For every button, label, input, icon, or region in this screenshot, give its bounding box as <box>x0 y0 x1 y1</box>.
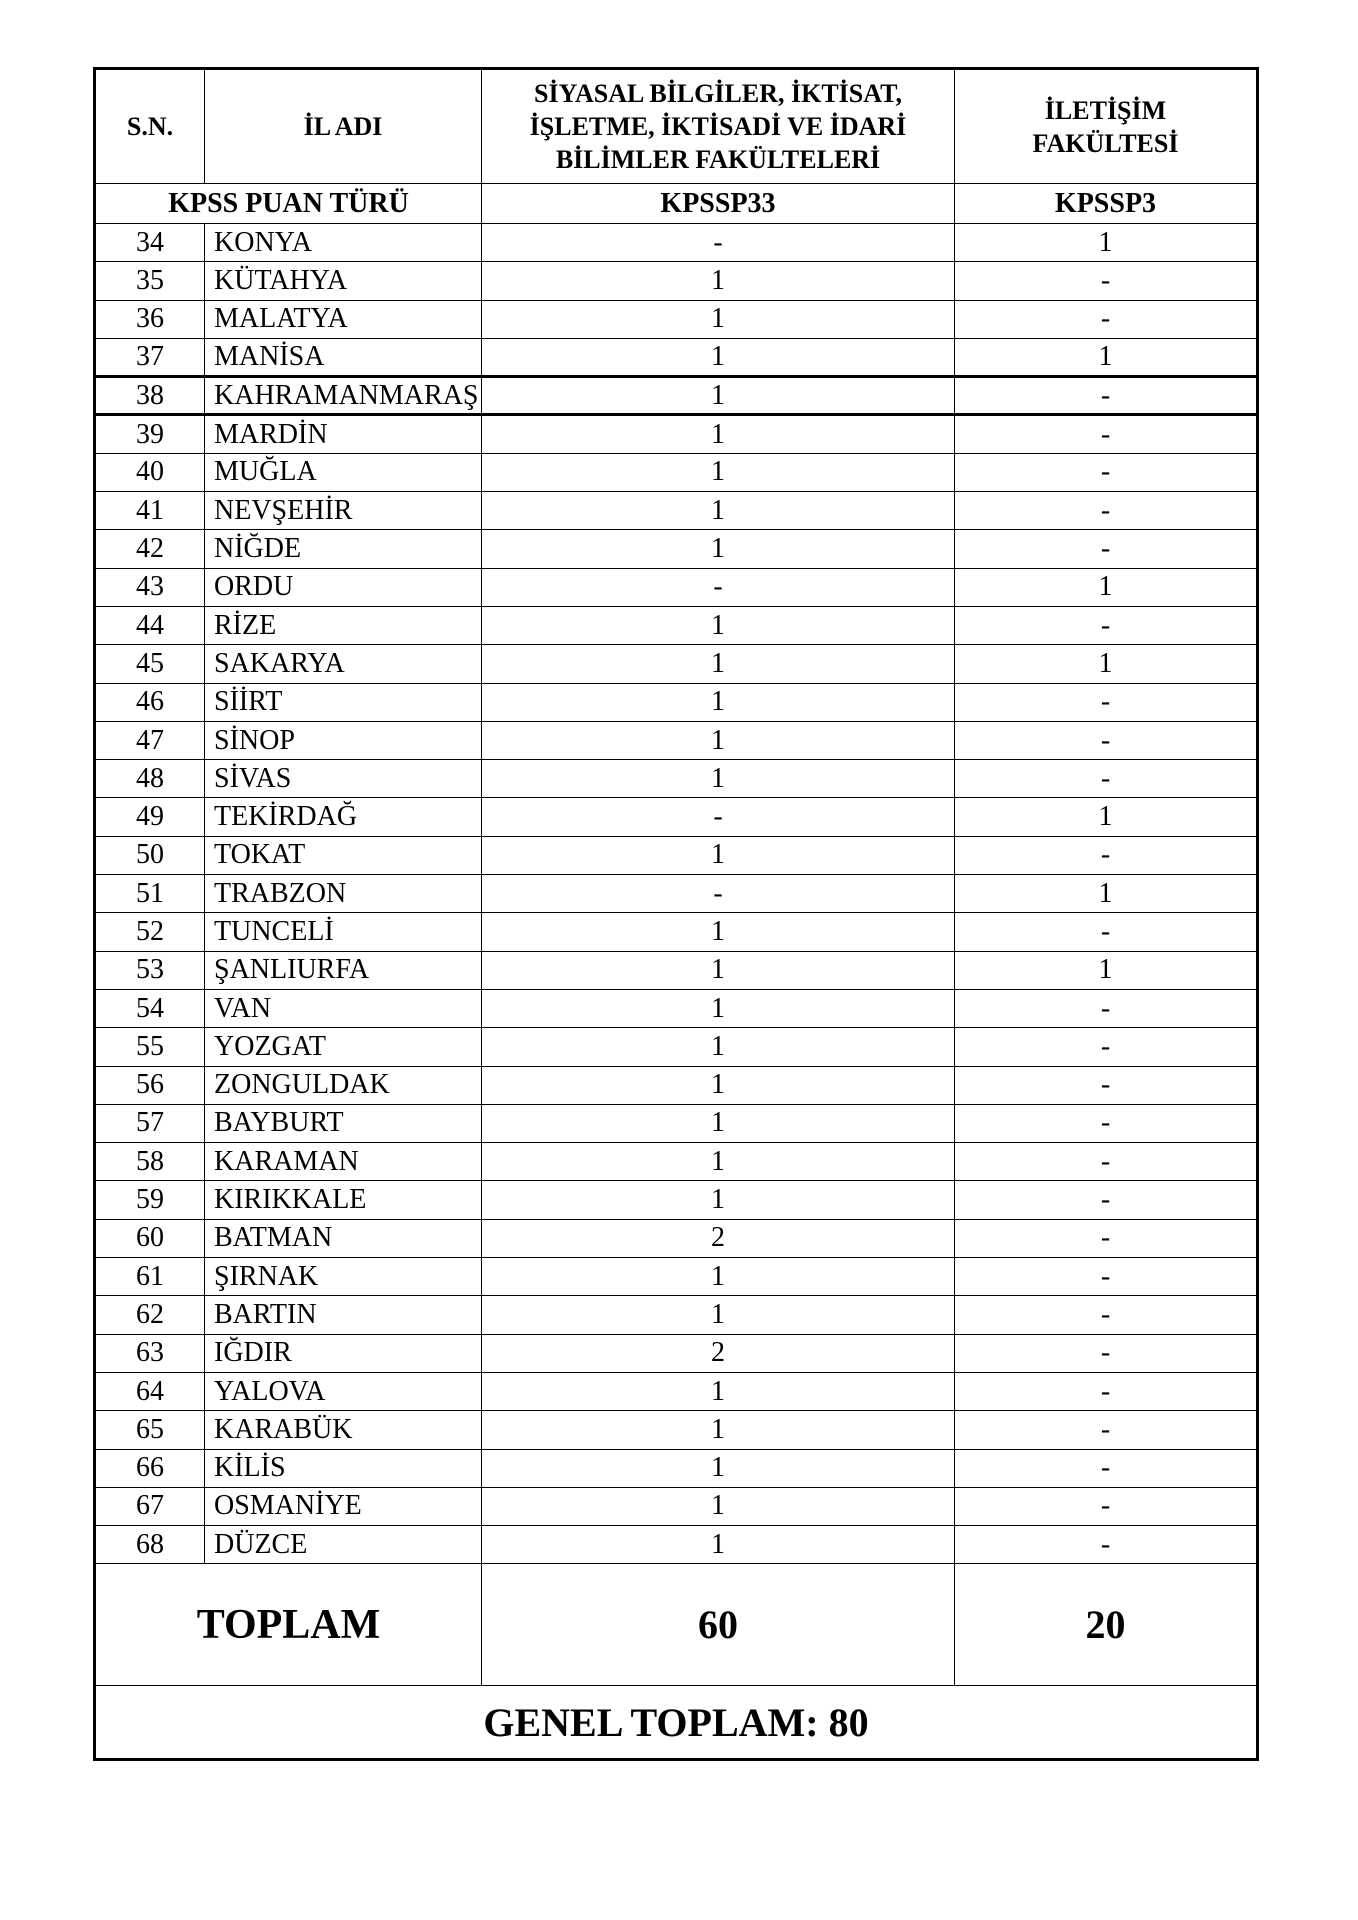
sn-cell: 50 <box>95 836 205 874</box>
kpssp3-value-cell: - <box>955 1296 1258 1334</box>
table-row <box>95 760 1258 798</box>
sn-cell: 42 <box>95 530 205 568</box>
sn-cell: 41 <box>95 492 205 530</box>
il-cell: TUNCELİ <box>205 913 482 951</box>
kpssp33-value-cell: 1 <box>482 913 955 951</box>
kpssp3-cell: KPSSP3 <box>955 184 1258 224</box>
il-cell: TEKİRDAĞ <box>205 798 482 836</box>
kpssp33-value-cell: 1 <box>482 300 955 338</box>
kpssp33-value-cell: 1 <box>482 1181 955 1219</box>
sn-cell: 44 <box>95 606 205 644</box>
kpss-puan-turu-cell: KPSS PUAN TÜRÜ <box>95 184 482 224</box>
sn-cell: 58 <box>95 1143 205 1181</box>
toplam-kpssp33-cell: 60 <box>482 1564 955 1686</box>
kpssp33-value-cell: 1 <box>482 1411 955 1449</box>
kpssp3-value-cell: - <box>955 989 1258 1027</box>
kpssp33-value-cell: 1 <box>482 1028 955 1066</box>
kpssp33-value-cell: 1 <box>482 683 955 721</box>
kpssp33-value-cell: 1 <box>482 951 955 989</box>
il-cell: KIRIKKALE <box>205 1181 482 1219</box>
table-row <box>95 1449 1258 1487</box>
il-cell: YOZGAT <box>205 1028 482 1066</box>
table-row <box>95 645 1258 683</box>
sn-cell: 40 <box>95 453 205 491</box>
table-row <box>95 530 1258 568</box>
kpssp33-value-cell: 1 <box>482 1526 955 1564</box>
kpssp3-value-cell: - <box>955 1411 1258 1449</box>
kpssp3-value-cell: 1 <box>955 645 1258 683</box>
il-cell: SİİRT <box>205 683 482 721</box>
kpssp3-value-cell: 1 <box>955 224 1258 262</box>
kpssp33-value-cell: 1 <box>482 453 955 491</box>
table-row <box>95 1296 1258 1334</box>
table-row <box>95 683 1258 721</box>
kpssp33-value-cell: 1 <box>482 1258 955 1296</box>
table-row <box>95 300 1258 338</box>
kpssp3-value-cell: - <box>955 1219 1258 1257</box>
il-cell: NİĞDE <box>205 530 482 568</box>
sn-cell: 67 <box>95 1487 205 1525</box>
il-cell: KONYA <box>205 224 482 262</box>
table-row <box>95 1066 1258 1104</box>
kpssp3-value-cell: - <box>955 1028 1258 1066</box>
total-row <box>95 1564 1258 1686</box>
il-cell: DÜZCE <box>205 1526 482 1564</box>
kpssp33-value-cell: 1 <box>482 760 955 798</box>
il-cell: KÜTAHYA <box>205 262 482 300</box>
kpssp33-value-cell: - <box>482 224 955 262</box>
table-row <box>95 1334 1258 1372</box>
kpssp3-value-cell: - <box>955 1258 1258 1296</box>
table-row <box>95 1258 1258 1296</box>
kpssp33-value-cell: - <box>482 798 955 836</box>
kpssp3-value-cell: - <box>955 760 1258 798</box>
table-row <box>95 415 1258 453</box>
header-faculty-group: SİYASAL BİLGİLER, İKTİSAT, İŞLETME, İKTİSADİ VE İDARİ BİLİMLER FAKÜLTELERİ <box>482 69 955 184</box>
sn-cell: 36 <box>95 300 205 338</box>
table-row <box>95 1487 1258 1525</box>
table-row <box>95 262 1258 300</box>
sn-cell: 35 <box>95 262 205 300</box>
il-cell: VAN <box>205 989 482 1027</box>
il-cell: TOKAT <box>205 836 482 874</box>
il-cell: SAKARYA <box>205 645 482 683</box>
kpssp33-value-cell: 1 <box>482 645 955 683</box>
kpssp3-value-cell: 1 <box>955 798 1258 836</box>
il-cell: BATMAN <box>205 1219 482 1257</box>
kpssp3-value-cell: - <box>955 913 1258 951</box>
kpssp33-value-cell: 1 <box>482 338 955 376</box>
kpssp33-value-cell: 1 <box>482 377 955 415</box>
table-row <box>95 989 1258 1027</box>
kpssp3-value-cell: - <box>955 836 1258 874</box>
table-row <box>95 224 1258 262</box>
il-cell: IĞDIR <box>205 1334 482 1372</box>
sn-cell: 56 <box>95 1066 205 1104</box>
kpssp33-value-cell: - <box>482 875 955 913</box>
kpssp3-value-cell: - <box>955 415 1258 453</box>
kpssp33-value-cell: 2 <box>482 1334 955 1372</box>
genel-toplam-cell: GENEL TOPLAM: 80 <box>95 1686 1258 1760</box>
kpssp3-value-cell: - <box>955 262 1258 300</box>
table-row <box>95 1104 1258 1142</box>
il-cell: MARDİN <box>205 415 482 453</box>
il-cell: YALOVA <box>205 1372 482 1410</box>
kpssp3-value-cell: 1 <box>955 875 1258 913</box>
il-cell: SİNOP <box>205 721 482 759</box>
table-row <box>95 836 1258 874</box>
kpssp3-value-cell: - <box>955 1066 1258 1104</box>
sn-cell: 43 <box>95 568 205 606</box>
il-cell: KAHRAMANMARAŞ <box>205 377 482 415</box>
kpssp33-value-cell: 1 <box>482 1066 955 1104</box>
il-cell: MUĞLA <box>205 453 482 491</box>
il-cell: KARAMAN <box>205 1143 482 1181</box>
sn-cell: 53 <box>95 951 205 989</box>
table-row <box>95 1028 1258 1066</box>
sn-cell: 39 <box>95 415 205 453</box>
kpssp33-value-cell: 1 <box>482 415 955 453</box>
kpssp33-value-cell: 1 <box>482 262 955 300</box>
sn-cell: 52 <box>95 913 205 951</box>
kpssp3-value-cell: - <box>955 530 1258 568</box>
kpssp3-value-cell: - <box>955 492 1258 530</box>
sn-cell: 66 <box>95 1449 205 1487</box>
sn-cell: 51 <box>95 875 205 913</box>
table-row <box>95 1143 1258 1181</box>
kpssp3-value-cell: - <box>955 453 1258 491</box>
sn-cell: 45 <box>95 645 205 683</box>
il-cell: BARTIN <box>205 1296 482 1334</box>
sn-cell: 49 <box>95 798 205 836</box>
grand-total-row <box>95 1686 1258 1760</box>
sn-cell: 68 <box>95 1526 205 1564</box>
kpssp33-value-cell: 1 <box>482 1449 955 1487</box>
table-row <box>95 1372 1258 1410</box>
score-type-row <box>95 184 1258 224</box>
kpssp3-value-cell: - <box>955 606 1258 644</box>
il-cell: ORDU <box>205 568 482 606</box>
kpssp33-value-cell: 1 <box>482 1143 955 1181</box>
il-cell: MANİSA <box>205 338 482 376</box>
kpssp33-value-cell: 1 <box>482 1104 955 1142</box>
table-row <box>95 377 1258 415</box>
kpssp3-value-cell: - <box>955 1181 1258 1219</box>
sn-cell: 62 <box>95 1296 205 1334</box>
table-row <box>95 338 1258 376</box>
toplam-label-cell: TOPLAM <box>95 1564 482 1686</box>
kpssp3-value-cell: - <box>955 377 1258 415</box>
header-sn: S.N. <box>95 69 205 184</box>
table-row <box>95 1181 1258 1219</box>
sn-cell: 64 <box>95 1372 205 1410</box>
table-row <box>95 453 1258 491</box>
kpssp33-value-cell: 1 <box>482 530 955 568</box>
sn-cell: 59 <box>95 1181 205 1219</box>
kpssp3-value-cell: - <box>955 1104 1258 1142</box>
sn-cell: 37 <box>95 338 205 376</box>
kpssp3-value-cell: 1 <box>955 951 1258 989</box>
kpssp33-value-cell: 1 <box>482 606 955 644</box>
sn-cell: 61 <box>95 1258 205 1296</box>
kpssp3-value-cell: - <box>955 1449 1258 1487</box>
kpssp3-value-cell: - <box>955 1334 1258 1372</box>
kpssp33-value-cell: 1 <box>482 1372 955 1410</box>
kpssp3-value-cell: - <box>955 1372 1258 1410</box>
header-communication-faculty: İLETİŞİM FAKÜLTESİ <box>955 69 1258 184</box>
kpssp33-cell: KPSSP33 <box>482 184 955 224</box>
table-row <box>95 1526 1258 1564</box>
kpssp3-value-cell: - <box>955 1143 1258 1181</box>
il-cell: KİLİS <box>205 1449 482 1487</box>
sn-cell: 38 <box>95 377 205 415</box>
kpssp33-value-cell: 1 <box>482 492 955 530</box>
il-cell: ŞANLIURFA <box>205 951 482 989</box>
sn-cell: 47 <box>95 721 205 759</box>
table-row <box>95 721 1258 759</box>
table-row <box>95 1411 1258 1449</box>
kpssp3-value-cell: - <box>955 1487 1258 1525</box>
kpssp3-value-cell: 1 <box>955 338 1258 376</box>
table-row <box>95 798 1258 836</box>
kpssp33-value-cell: 1 <box>482 1487 955 1525</box>
il-cell: TRABZON <box>205 875 482 913</box>
sn-cell: 54 <box>95 989 205 1027</box>
sn-cell: 65 <box>95 1411 205 1449</box>
il-cell: RİZE <box>205 606 482 644</box>
table-row <box>95 606 1258 644</box>
kpssp33-value-cell: 2 <box>482 1219 955 1257</box>
header-row <box>95 69 1258 184</box>
table-row <box>95 875 1258 913</box>
sn-cell: 63 <box>95 1334 205 1372</box>
header-il-adi: İL ADI <box>205 69 482 184</box>
il-cell: KARABÜK <box>205 1411 482 1449</box>
sn-cell: 60 <box>95 1219 205 1257</box>
kpssp33-value-cell: 1 <box>482 721 955 759</box>
sn-cell: 57 <box>95 1104 205 1142</box>
il-cell: MALATYA <box>205 300 482 338</box>
kpssp33-value-cell: 1 <box>482 836 955 874</box>
il-cell: ZONGULDAK <box>205 1066 482 1104</box>
kpssp3-value-cell: - <box>955 300 1258 338</box>
il-cell: OSMANİYE <box>205 1487 482 1525</box>
placement-table <box>93 67 1259 1761</box>
table-row <box>95 951 1258 989</box>
il-cell: ŞIRNAK <box>205 1258 482 1296</box>
kpssp3-value-cell: - <box>955 1526 1258 1564</box>
kpssp3-value-cell: - <box>955 683 1258 721</box>
kpssp33-value-cell: - <box>482 568 955 606</box>
sn-cell: 55 <box>95 1028 205 1066</box>
sn-cell: 46 <box>95 683 205 721</box>
il-cell: SİVAS <box>205 760 482 798</box>
kpssp33-value-cell: 1 <box>482 989 955 1027</box>
sn-cell: 34 <box>95 224 205 262</box>
toplam-kpssp3-cell: 20 <box>955 1564 1258 1686</box>
table-row <box>95 492 1258 530</box>
sn-cell: 48 <box>95 760 205 798</box>
il-cell: BAYBURT <box>205 1104 482 1142</box>
il-cell: NEVŞEHİR <box>205 492 482 530</box>
kpssp3-value-cell: 1 <box>955 568 1258 606</box>
table-row <box>95 1219 1258 1257</box>
table-row <box>95 913 1258 951</box>
kpssp3-value-cell: - <box>955 721 1258 759</box>
kpssp33-value-cell: 1 <box>482 1296 955 1334</box>
table-row <box>95 568 1258 606</box>
